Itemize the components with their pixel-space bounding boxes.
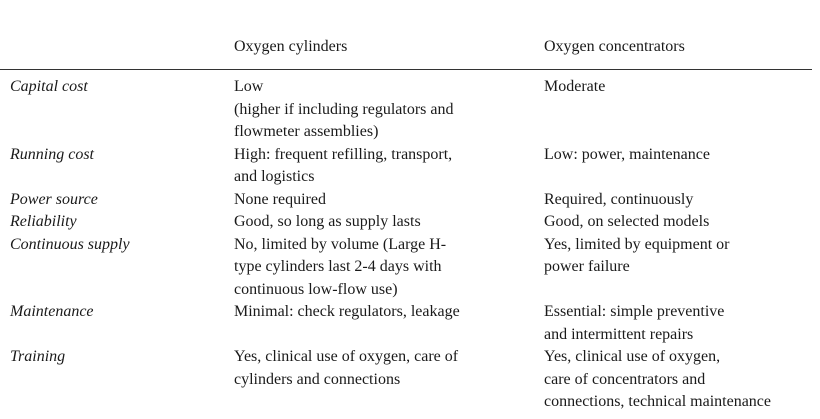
header-oxygen-concentrators: Oxygen concentrators	[544, 38, 685, 55]
cylinders-cell: Low (higher if including regulators and flowmeter assemblies)	[234, 78, 454, 140]
row-label: Power source	[10, 190, 98, 208]
row-label: Continuous supply	[10, 235, 130, 253]
cylinders-cell: No, limited by volume (Large H- type cylinders last 2-4 days with continuous low-flow use)	[234, 235, 447, 298]
concentrators-cell: Yes, clinical use of oxygen, care of concentrators and connections, technical maintenance	[544, 348, 772, 410]
concentrators-cell: Good, on selected models	[544, 213, 710, 230]
concentrators-cell: Essential: simple preventive and intermittent repairs	[544, 303, 725, 343]
table-row-continuous-supply	[0, 234, 820, 302]
row-label: Maintenance	[10, 303, 94, 320]
concentrators-cell: Required, continuously	[544, 190, 694, 208]
table-row-training	[0, 346, 820, 414]
row-label: Training	[10, 348, 66, 365]
cylinders-cell: High: frequent refilling, transport, and logistics	[234, 145, 453, 185]
cylinders-cell: Minimal: check regulators, leakage	[234, 303, 460, 320]
row-label: Reliability	[10, 213, 77, 230]
table-header-row	[0, 36, 820, 60]
table-row-capital-cost	[0, 76, 820, 144]
header-divider	[0, 69, 812, 70]
cylinders-cell: Yes, clinical use of oxygen, care of cylinders and connections	[234, 348, 459, 388]
cylinders-cell: Good, so long as supply lasts	[234, 213, 421, 230]
table-row-maintenance	[0, 301, 820, 346]
row-label: Running cost	[10, 145, 94, 163]
concentrators-cell: Moderate	[544, 78, 606, 95]
table-row-reliability	[0, 211, 820, 234]
cylinders-cell: None required	[234, 190, 326, 208]
table-row-power-source	[0, 189, 820, 212]
table-body	[0, 76, 820, 414]
concentrators-cell: Yes, limited by equipment or power failure	[544, 235, 730, 275]
header-oxygen-cylinders: Oxygen cylinders	[234, 38, 348, 55]
row-label: Capital cost	[10, 78, 88, 95]
table-row-running-cost	[0, 144, 820, 189]
concentrators-cell: Low: power, maintenance	[544, 145, 710, 163]
